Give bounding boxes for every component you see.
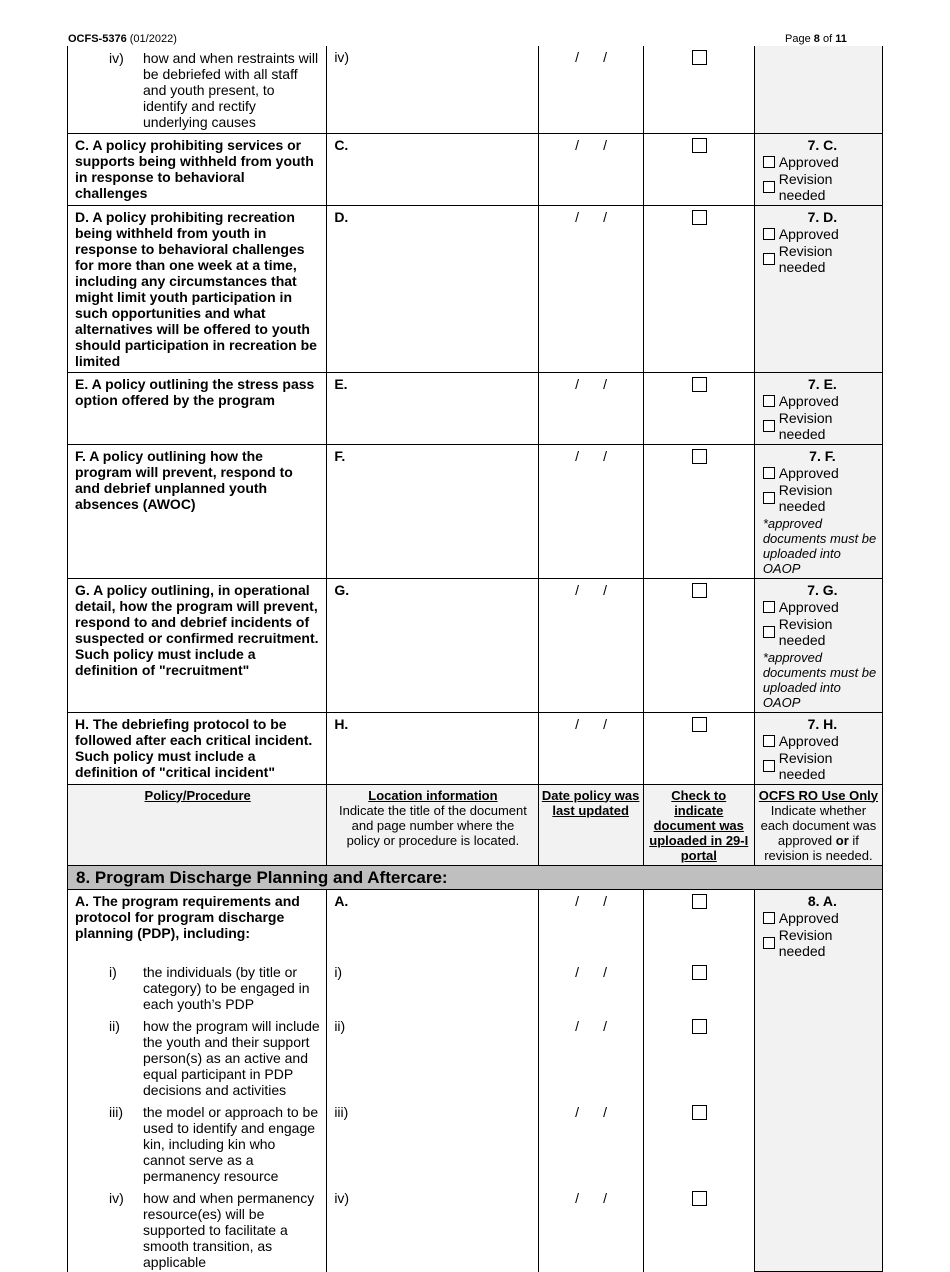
ro-cell <box>754 961 882 1015</box>
location-field[interactable]: G. <box>327 578 538 712</box>
ro-code: 7. E. <box>808 375 837 392</box>
ro-code: 7. D. <box>807 208 838 225</box>
table-row: iv) how and when permanency resource(es) will be supported to facilitate a smooth transition, as applicable iv) / / <box>68 1187 883 1272</box>
upload-note: *approved documents must be uploaded into OAOP <box>762 649 877 710</box>
approved-checkbox[interactable] <box>763 395 775 407</box>
revision-checkbox[interactable] <box>763 760 775 772</box>
date-field[interactable]: / / <box>538 712 643 784</box>
location-field[interactable]: E. <box>327 372 538 444</box>
approved-checkbox[interactable] <box>763 912 775 924</box>
policy-table <box>67 46 883 1272</box>
date-field[interactable]: / / <box>538 133 643 205</box>
location-field[interactable]: H. <box>327 712 538 784</box>
upload-checkbox[interactable] <box>692 965 707 980</box>
table-row: iii) the model or approach to be used to identify and engage kin, including kin who cannot serve as a permanency resource iii) / / <box>68 1101 883 1187</box>
col-location: Location information <box>368 787 498 803</box>
table-row: F. A policy outlining how the program will prevent, respond to and debrief unplanned youth absences (AWOC) F. / / 7. F. Approved Revision needed *approved documents must be uploaded into OAOP <box>68 444 883 578</box>
upload-checkbox[interactable] <box>692 894 707 909</box>
upload-checkbox[interactable] <box>692 210 707 225</box>
location-field[interactable]: F. <box>327 444 538 578</box>
upload-checkbox[interactable] <box>692 717 707 732</box>
upload-checkbox[interactable] <box>692 50 707 65</box>
location-field[interactable]: A. <box>327 889 538 961</box>
table-row: E. A policy outlining the stress pass option offered by the program E. / / 7. E. Approved Revision needed <box>68 372 883 444</box>
table-row: A. The program requirements and protocol for program discharge planning (PDP), including: A. / / 8. A. Approved Revision needed <box>68 889 883 961</box>
location-field[interactable]: iv) <box>327 46 538 133</box>
location-field[interactable]: D. <box>327 205 538 372</box>
upload-checkbox[interactable] <box>692 1191 707 1206</box>
revision-checkbox[interactable] <box>763 937 775 949</box>
date-field[interactable]: / / <box>538 1101 643 1187</box>
ro-code: 7. H. <box>807 715 838 732</box>
date-field[interactable]: / / <box>538 444 643 578</box>
upload-note: *approved documents must be uploaded into OAOP <box>762 515 877 576</box>
location-field[interactable]: i) <box>327 961 538 1015</box>
revision-checkbox[interactable] <box>763 181 775 193</box>
ro-code: 7. F. <box>809 447 836 464</box>
date-field[interactable]: / / <box>538 961 643 1015</box>
section-heading <box>68 865 883 889</box>
upload-checkbox[interactable] <box>692 1105 707 1120</box>
col-check: Check to indicate document was uploaded in 29-I portal <box>649 787 749 863</box>
ro-code: 7. C. <box>807 136 838 153</box>
upload-checkbox[interactable] <box>692 138 707 153</box>
table-row: D. A policy prohibiting recreation being withheld from youth in response to behavioral challenges for more than one week at a time, including any circumstances that might limit youth participation in such opportunities and what alternatives will be offered to youth should participation in recreation be limited D. / / 7. D. Approved Revision needed <box>68 205 883 372</box>
date-field[interactable]: / / <box>538 372 643 444</box>
table-row: ii) how the program will include the youth and their support person(s) as an active and equal participant in PDP decisions and activities ii) / / <box>68 1015 883 1101</box>
approved-checkbox[interactable] <box>763 467 775 479</box>
form-id: OCFS-5376 (01/2022) <box>68 33 177 45</box>
col-policy: Policy/Procedure <box>144 787 251 803</box>
date-field[interactable]: / / <box>538 889 643 961</box>
approved-checkbox[interactable] <box>763 601 775 613</box>
upload-checkbox[interactable] <box>692 449 707 464</box>
ro-cell <box>754 1187 882 1272</box>
upload-checkbox[interactable] <box>692 377 707 392</box>
upload-checkbox[interactable] <box>692 583 707 598</box>
table-row: i) the individuals (by title or category) to be engaged in each youth’s PDP i) / / <box>68 961 883 1015</box>
approved-checkbox[interactable] <box>763 228 775 240</box>
ro-cell <box>754 46 882 133</box>
location-field[interactable]: C. <box>327 133 538 205</box>
section-title: 8. Program Discharge Planning and Aftercare: <box>68 865 883 889</box>
date-field[interactable]: / / <box>538 205 643 372</box>
table-row: H. The debriefing protocol to be followed after each critical incident. Such policy must include a definition of "critical incident" H. / / 7. H. Approved Revision needed <box>68 712 883 784</box>
col-ro: OCFS RO Use Only <box>758 787 878 803</box>
revision-checkbox[interactable] <box>763 492 775 504</box>
location-field[interactable]: iv) <box>327 1187 538 1272</box>
table-row: C. A policy prohibiting services or supports being withheld from youth in response to behavioral challenges C. / / 7. C. Approved Revision needed <box>68 133 883 205</box>
column-header-row: Policy/Procedure Location information Indicate the title of the document and page number where the policy or procedure is located. Date policy was last updated Check to indicate document was uploaded in 29-I portal OCFS RO Use Only Indicate whether each document was approved or if revision is needed. <box>68 784 883 865</box>
date-field[interactable]: / / <box>538 1187 643 1272</box>
upload-checkbox[interactable] <box>692 1019 707 1034</box>
location-field[interactable]: iii) <box>327 1101 538 1187</box>
date-field[interactable]: / / <box>538 46 643 133</box>
table-row: iv) how and when restraints will be debriefed with all staff and youth present, to identify and rectify underlying causes iv) / / <box>68 46 883 133</box>
approved-checkbox[interactable] <box>763 156 775 168</box>
ro-cell <box>754 1101 882 1187</box>
approved-checkbox[interactable] <box>763 735 775 747</box>
col-date: Date policy was last updated <box>541 787 640 818</box>
date-field[interactable]: / / <box>538 1015 643 1101</box>
table-row: G. A policy outlining, in operational detail, how the program will prevent, respond to and debrief incidents of suspected or confirmed recruitment. Such policy must include a definition of "recruitment" G. / / 7. G. Approved Revision needed *approved documents must be uploaded into OAOP <box>68 578 883 712</box>
revision-checkbox[interactable] <box>763 420 775 432</box>
date-field[interactable]: / / <box>538 578 643 712</box>
ro-code: 7. G. <box>807 581 838 598</box>
revision-checkbox[interactable] <box>763 253 775 265</box>
revision-checkbox[interactable] <box>763 626 775 638</box>
location-field[interactable]: ii) <box>327 1015 538 1101</box>
ro-cell <box>754 1015 882 1101</box>
page-number: Page 8 of 11 <box>785 33 847 45</box>
ro-code: 8. A. <box>807 892 837 909</box>
